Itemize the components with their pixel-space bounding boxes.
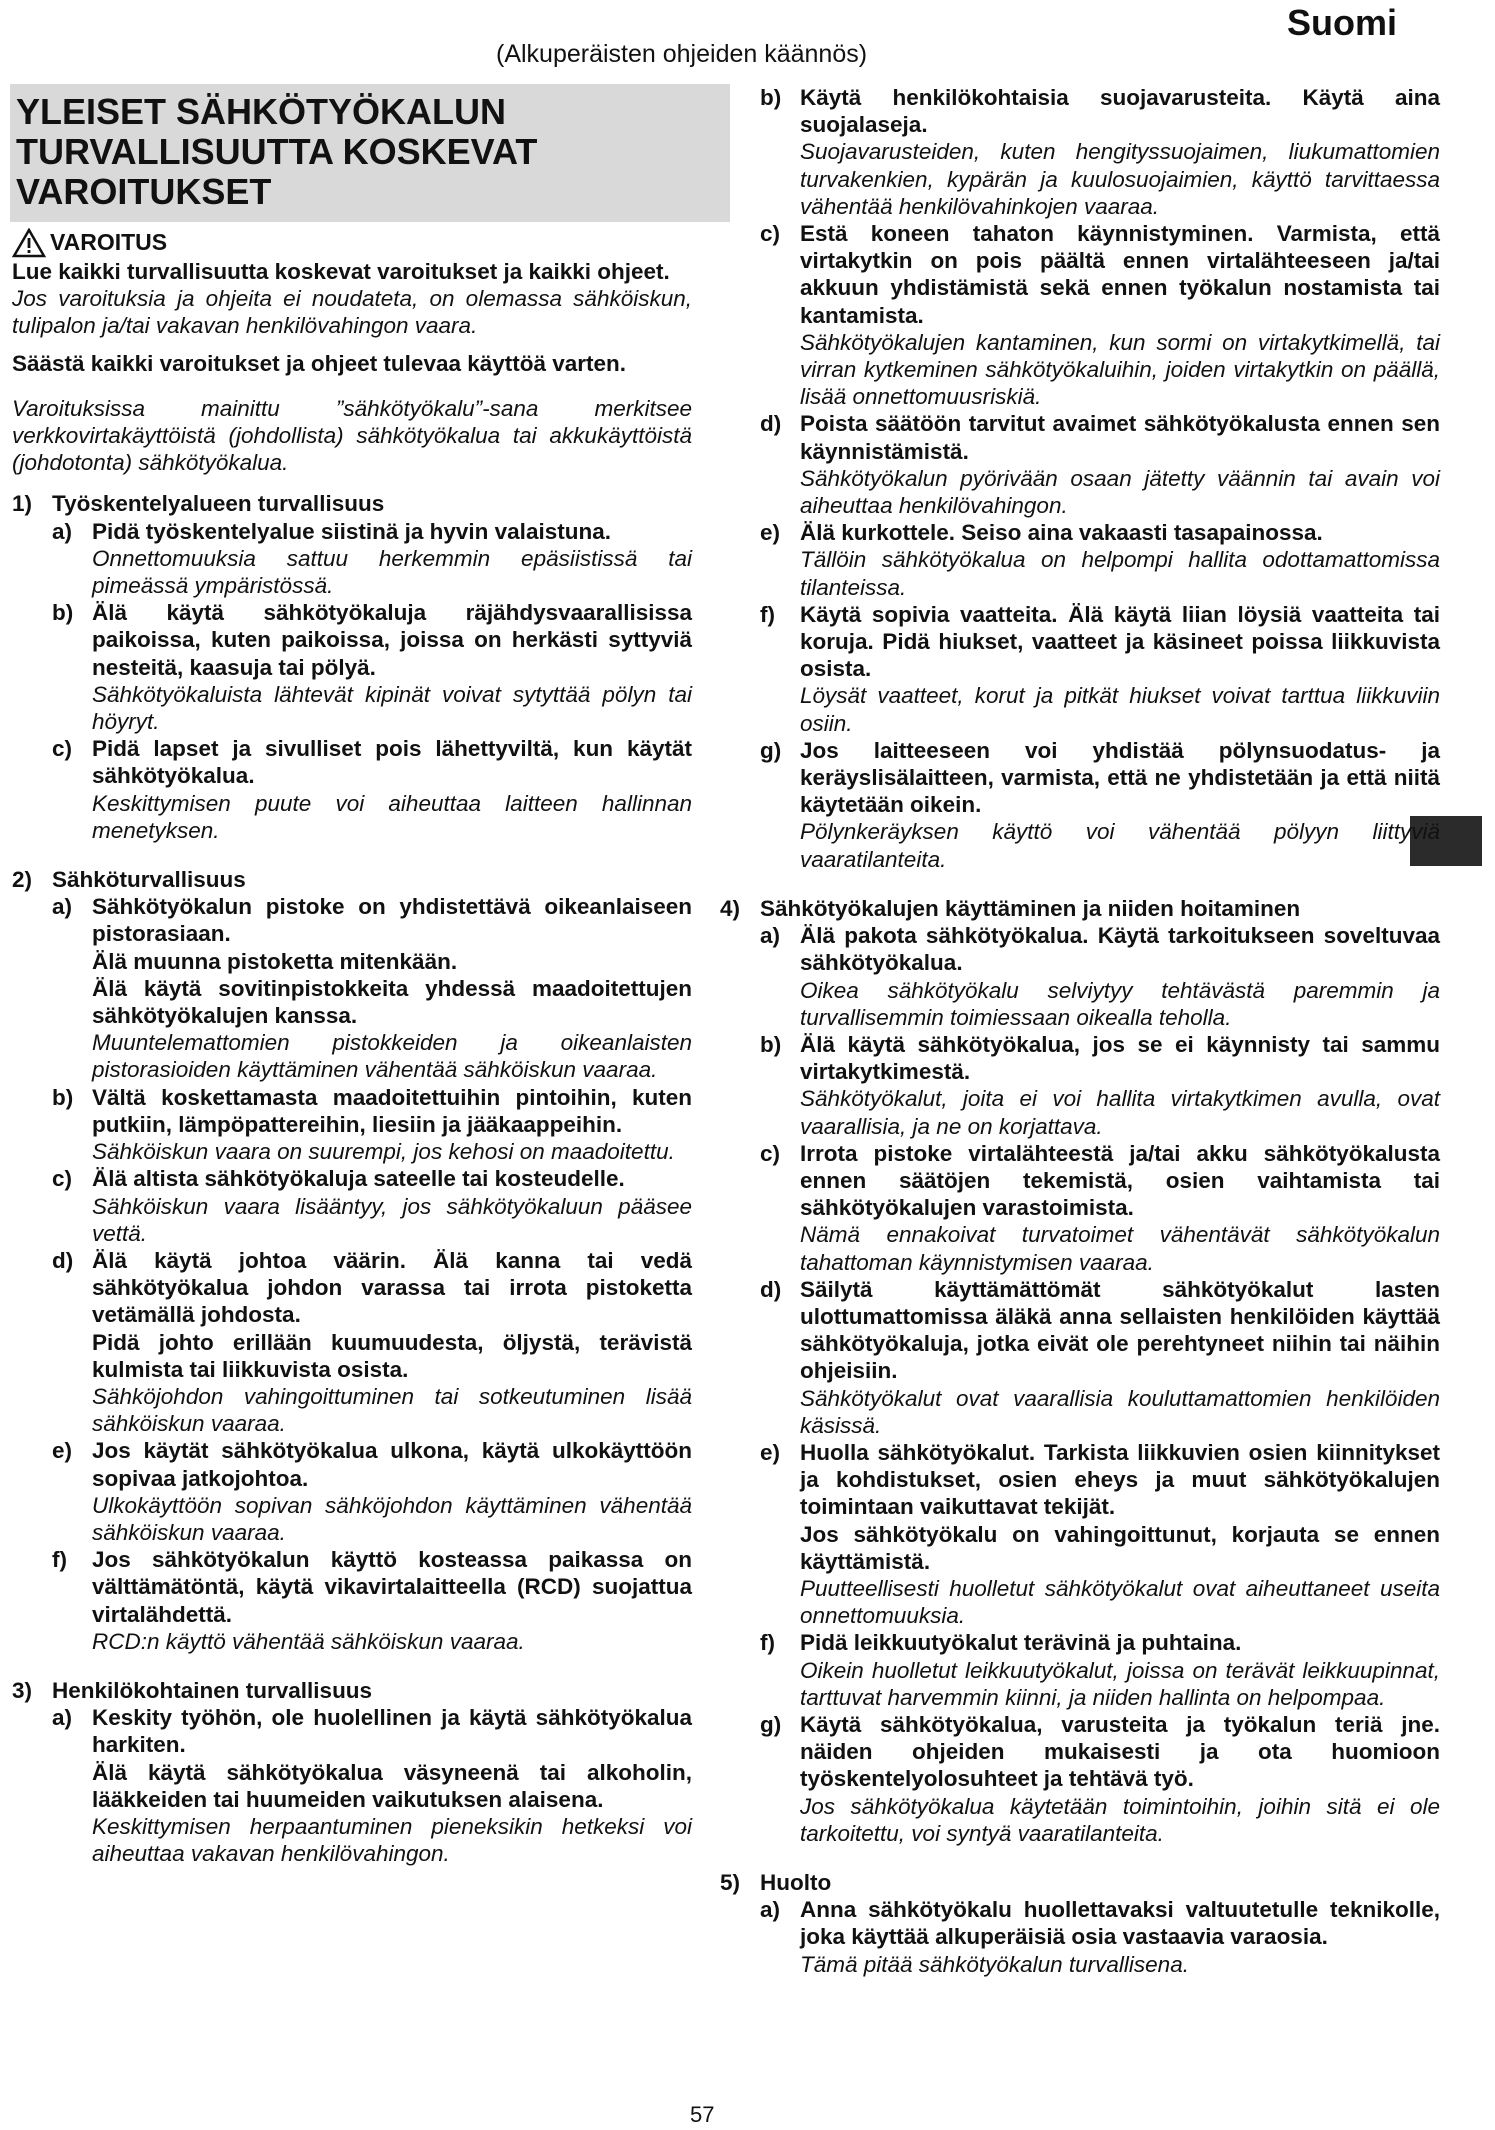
list-item: e) Huolla sähkötyökalut. Tarkista liikkuvien osien kiinnitykset ja kohdistukset, osien eheys ja muut sähkötyökalujen toimintaan vaikuttavat tekijät. Jos sähkötyökalu on vahingoittunut, korjauta se ennen käyttämistä. Puutteellisesti huolletut sähkötyökalut ovat aiheuttaneet useita onnettomuuksia. [760, 1439, 1440, 1629]
section-heading: 4) Sähkötyökalujen käyttäminen ja niiden hoitaminen [720, 895, 1301, 921]
list-item: f) Jos sähkötyökalun käyttö kosteassa paikassa on välttämätöntä, käytä vikavirtalaitteella (RCD) suojattua virtalähdettä. RCD:n käyttö vähentää sähköiskun vaaraa. [52, 1547, 692, 1654]
list-item: g) Käytä sähkötyökalua, varusteita ja työkalun teriä jne. näiden ohjeiden mukaisesti ja ota huomioon työskentelyolosuhteet ja tehtävä työ. Jos sähkötyökalua käytetään toimintoihin, joihin sitä ei ole tarkoitettu, voi syntyä vaaratilanteita. [760, 1711, 1440, 1846]
list-item: a) Anna sähkötyökalu huollettavaksi valtuutetulle teknikolle, joka käyttää alkuperäisiä osia vastaavia varaosia. Tämä pitää sähkötyökalun turvallisena. [760, 1897, 1440, 1977]
list-item: b) Älä käytä sähkötyökalua, jos se ei käynnisty tai sammu virtakytkimestä. Sähkötyökalut, joita ei voi hallita virtakytkimen avulla, ovat vaarallisia, ja ne on korjattava. [760, 1031, 1440, 1139]
warning-label: VAROITUS [50, 229, 168, 256]
list-item: f) Käytä sopivia vaatteita. Älä käytä liian löysiä vaatteita tai koruja. Pidä hiukset, vaatteet ja käsineet poissa liikkuvista osista. Löysät vaatteet, korut ja pitkät hiukset voivat tarttua liikkuviin osiin. [760, 601, 1440, 736]
list-item: d) Poista säätöön tarvitut avaimet sähkötyökalusta ennen sen käynnistämistä. Sähkötyökalun pyörivään osaan jätetty väännin tai avain voi aiheuttaa henkilövahingon. [760, 411, 1440, 519]
list-item: e) Jos käytät sähkötyökalua ulkona, käytä ulkokäyttöön sopivaa jatkojohtoa. Ulkokäyttöön sopivan sähköjohdon käyttäminen vähentää sähköiskun vaaraa. [52, 1438, 692, 1545]
warning-consequence: Jos varoituksia ja ohjeita ei noudateta, on olemassa sähköiskun, tulipalon ja/tai vakavan henkilövahingon vaara. [12, 286, 692, 339]
warning-heading [12, 228, 692, 258]
list-item: c) Pidä lapset ja sivulliset pois lähettyviltä, kun käytät sähkötyökalua. Keskittymisen puute voi aiheuttaa laitteen hallinnan menetyksen. [52, 736, 692, 843]
section-heading: 2) Sähköturvallisuus [12, 867, 246, 893]
list-item: c) Estä koneen tahaton käynnistyminen. Varmista, että virtakytkin on pois päältä ennen virtalähteeseen ja/tai akkuun yhdistämistä sekä ennen työkalun nostamista tai kantamista. Sähkötyökalujen kantaminen, kun sormi on virtakytkimellä, tai virran kytkeminen sähkötyökaluihin, joiden virtakytkin on päällä, lisää onnettomuusriskiä. [760, 221, 1440, 410]
page-number: 57 [690, 2102, 715, 2127]
list-item: f) Pidä leikkuutyökalut terävinä ja puhtaina. Oikein huolletut leikkuutyökalut, joissa on terävät leikkuupinnat, tarttuvat harvemmin kiinni, ja niiden hallinta on helpompaa. [760, 1630, 1440, 1710]
list-item: d) Säilytä käyttämättömät sähkötyökalut lasten ulottumattomissa äläkä anna sellaisten henkilöiden käyttää sähkötyökaluja, jotka eivät ole perehtyneet niihin tai näihin ohjeisiin. Sähkötyökalut ovat vaarallisia kouluttamattomien henkilöiden käsissä. [760, 1276, 1440, 1438]
list-item: a) Sähkötyökalun pistoke on yhdistettävä oikeanlaiseen pistorasiaan. Älä muunna pistoketta mitenkään. Älä käytä sovitinpistokkeita yhdessä maadoitettujen sähkötyökalujen kanssa. Muuntelemattomien pistokkeiden ja oikeanlaisten pistorasioiden käyttäminen vähentää sähköiskun vaaraa. [52, 894, 692, 1083]
warning-text: Lue kaikki turvallisuutta koskevat varoitukset ja kaikki ohjeet. [12, 259, 670, 284]
section-banner [10, 84, 730, 222]
left-column [12, 84, 692, 1867]
banner-line: YLEISET SÄHKÖTYÖKALUN [16, 91, 507, 132]
banner-line: TURVALLISUUTTA KOSKEVAT [16, 131, 538, 172]
list-item: g) Jos laitteeseen voi yhdistää pölynsuodatus- ja keräyslisälaitteen, varmista, että ne yhdistetään ja että niitä käytetään oikein. Pölynkeräyksen käyttö voi vähentää pölyyn liittyviä vaaratilanteita. [760, 737, 1440, 872]
warning-triangle-icon [12, 228, 46, 258]
section-heading: 1) Työskentelyalueen turvallisuus [12, 491, 385, 517]
banner-line: VAROITUKSET [16, 171, 272, 212]
list-item: b) Käytä henkilökohtaisia suojavarusteita. Käytä aina suojalaseja. Suojavarusteiden, kuten hengityssuojaimen, liukumattomien turvakenkien, kypärän ja kuulosuojaimien, käyttö tarvittaessa vähentää henkilövahinkojen vaaraa. [760, 85, 1440, 219]
section-heading: 3) Henkilökohtainen turvallisuus [12, 1677, 373, 1703]
list-item: a) Pidä työskentelyalue siistinä ja hyvin valaistuna. Onnettomuuksia sattuu herkemmin epäsiistissä tai pimeässä ympäristössä. [52, 518, 692, 599]
section-heading: 5) Huolto [720, 1870, 832, 1895]
language-label: Suomi [1286, 2, 1397, 43]
list-item: d) Älä käytä johtoa väärin. Älä kanna tai vedä sähkötyökalua johdon varassa tai irrota pistoketta vetämällä johdosta. Pidä johto erillään kuumuudesta, öljystä, terävistä kulmista tai liikkuvista osista. Sähköjohdon vahingoittuminen tai sotkeutuminen lisää sähköiskun vaaraa. [52, 1247, 692, 1437]
list-item: b) Älä käytä sähkötyökaluja räjähdysvaarallisissa paikoissa, kuten paikoissa, joissa on herkästi syttyviä nesteitä, kaasuja tai pölyä. Sähkötyökaluista lähtevät kipinät voivat sytyttää pölyn tai höyryt. [52, 600, 692, 735]
definition-text: Varoituksissa mainittu ”sähkötyökalu”-sana merkitsee verkkovirtakäyttöistä (johdollista) sähkötyökalua tai akkukäyttöistä (johdotonta) sähkötyökalua. [12, 395, 692, 476]
list-item: a) Älä pakota sähkötyökalua. Käytä tarkoitukseen soveltuvaa sähkötyökalua. Oikea sähkötyökalu selviytyy tehtävästä paremmin ja turvallisemmin toimiessaan oikealla teholla. [760, 923, 1440, 1030]
list-item: e) Älä kurkottele. Seiso aina vakaasti tasapainossa. Tällöin sähkötyökalua on helpompi hallita odottamattomissa tilanteissa. [760, 520, 1440, 600]
list-item: c) Irrota pistoke virtalähteestä ja/tai akku sähkötyökalusta ennen säätöjen tekemistä, osien vaihtamista tai sähkötyökalujen varastoimista. Nämä ennakoivat turvatoimet vähentävät sähkötyökalun tahattoman käynnistymisen vaaraa. [760, 1140, 1440, 1275]
list-item: b) Vältä koskettamasta maadoitettuihin pintoihin, kuten putkiin, lämpöpattereihin, liesiin ja jääkaappeihin. Sähköiskun vaara on suurempi, jos kehosi on maadoitettu. [52, 1084, 692, 1165]
save-instructions: Säästä kaikki varoitukset ja ohjeet tulevaa käyttöä varten. [12, 350, 627, 376]
list-item: c) Älä altista sähkötyökaluja sateelle tai kosteudelle. Sähköiskun vaara lisääntyy, jos sähkötyökaluun pääsee vettä. [52, 1166, 692, 1246]
list-item: a) Keskity työhön, ole huolellinen ja käytä sähkötyökalua harkiten. Älä käytä sähkötyökalua väsyneenä tai alkoholin, lääkkeiden tai huumeiden vaikutuksen alaisena. Keskittymisen herpaantuminen pieneksikin hetkeksi voi aiheuttaa vakavan henkilövahingon. [52, 1705, 692, 1867]
page-subtitle: (Alkuperäisten ohjeiden käännös) [496, 40, 868, 68]
right-column [720, 84, 1440, 1978]
